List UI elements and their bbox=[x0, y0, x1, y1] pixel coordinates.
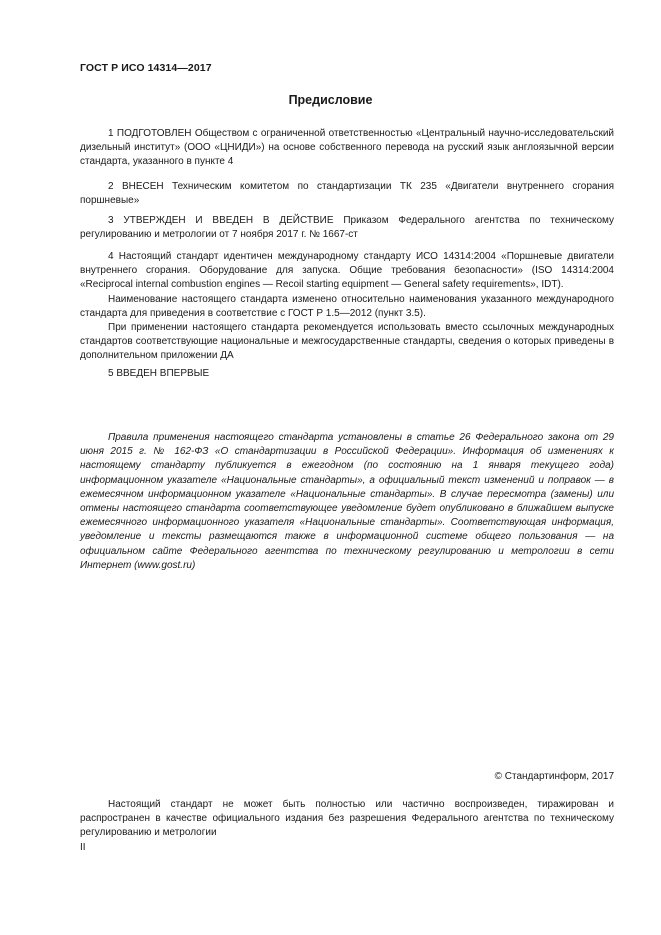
section-4 bbox=[80, 250, 614, 364]
section-4-paragraph-3: При применении настоящего стандарта рекомендуется использовать вместо ссылочных международных стандартов соответствующие национальные и межгосударственные стандарты, сведения о которых приведены в дополнительном приложении ДА bbox=[80, 322, 614, 362]
section-2-text: 2 ВНЕСЕН Техническим комитетом по стандартизации ТК 235 «Двигатели внутреннего сгорания поршневые» bbox=[80, 181, 614, 207]
section-3-text: 3 УТВЕРЖДЕН И ВВЕДЕН В ДЕЙСТВИЕ Приказом Федерального агентства по техническому регулированию и метрологии от 7 ноября 2017 г. № 1667-ст bbox=[80, 215, 614, 241]
section-3 bbox=[80, 214, 614, 242]
section-2 bbox=[80, 180, 614, 208]
reproduction-notice bbox=[80, 798, 614, 841]
page-title: Предисловие bbox=[288, 93, 373, 107]
section-4-paragraph-2: Наименование настоящего стандарта изменено относительно наименования указанного международного стандарта для приведения в соответствие с ГОСТ Р 1.5—2012 (пункт 3.5). bbox=[80, 293, 614, 319]
notice-text: Правила применения настоящего стандарта установлены в статье 26 Федерального закона от 29 июня 2015 г. № 162-ФЗ «О стандартизации в Российской Федерации». Информация об изменениях к настоящему стандарту публикуется в ежегодном (по состоянию на 1 января текущего года) информационном указателе «Национальные стандарты», а официальный текст изменений и поправок — в ежемесячном информационном указателе «Национальные стандарты». В случае пересмотра (замены) или отмены настоящего стандарта соответствующее уведомление будет опубликовано в ближайшем выпуске ежемесячного информационного указателя «Национальные стандарты». Соответствующая информация, уведомление и тексты размещаются также в информационной системе общего пользования — на официальном сайте Федерального агентства по техническому регулированию и метрологии в сети Интернет (www.gost.ru) bbox=[80, 432, 614, 571]
reproduction-notice-text: Настоящий стандарт не может быть полностью или частично воспроизведен, тиражирован и распространен в качестве официального издания без разрешения Федерального агентства по техническому регулированию и метрологии bbox=[80, 799, 614, 839]
standard-code-header: ГОСТ Р ИСО 14314—2017 bbox=[80, 62, 212, 74]
section-1 bbox=[80, 127, 614, 170]
application-rules-notice bbox=[80, 431, 614, 573]
page-number: II bbox=[80, 842, 86, 853]
section-5 bbox=[80, 367, 614, 381]
section-5-text: 5 ВВЕДЕН ВПЕРВЫЕ bbox=[108, 368, 210, 379]
copyright: © Стандартинформ, 2017 bbox=[494, 771, 614, 782]
section-4-paragraph-1: 4 Настоящий стандарт идентичен международному стандарту ИСО 14314:2004 «Поршневые двигатели внутреннего сгорания. Оборудование для запуска. Общие требования безопасности» (ISO 14314:2004 «Reciprocal internal combustion engines — Recoil starting equipment — General safety requirements», IDT). bbox=[80, 251, 614, 291]
section-1-text: 1 ПОДГОТОВЛЕН Обществом с ограниченной ответственностью «Центральный научно-исследовательский дизельный институт» (ООО «ЦНИДИ») на основе собственного перевода на русский язык англоязычной версии стандарта, указанного в пункте 4 bbox=[80, 128, 614, 168]
